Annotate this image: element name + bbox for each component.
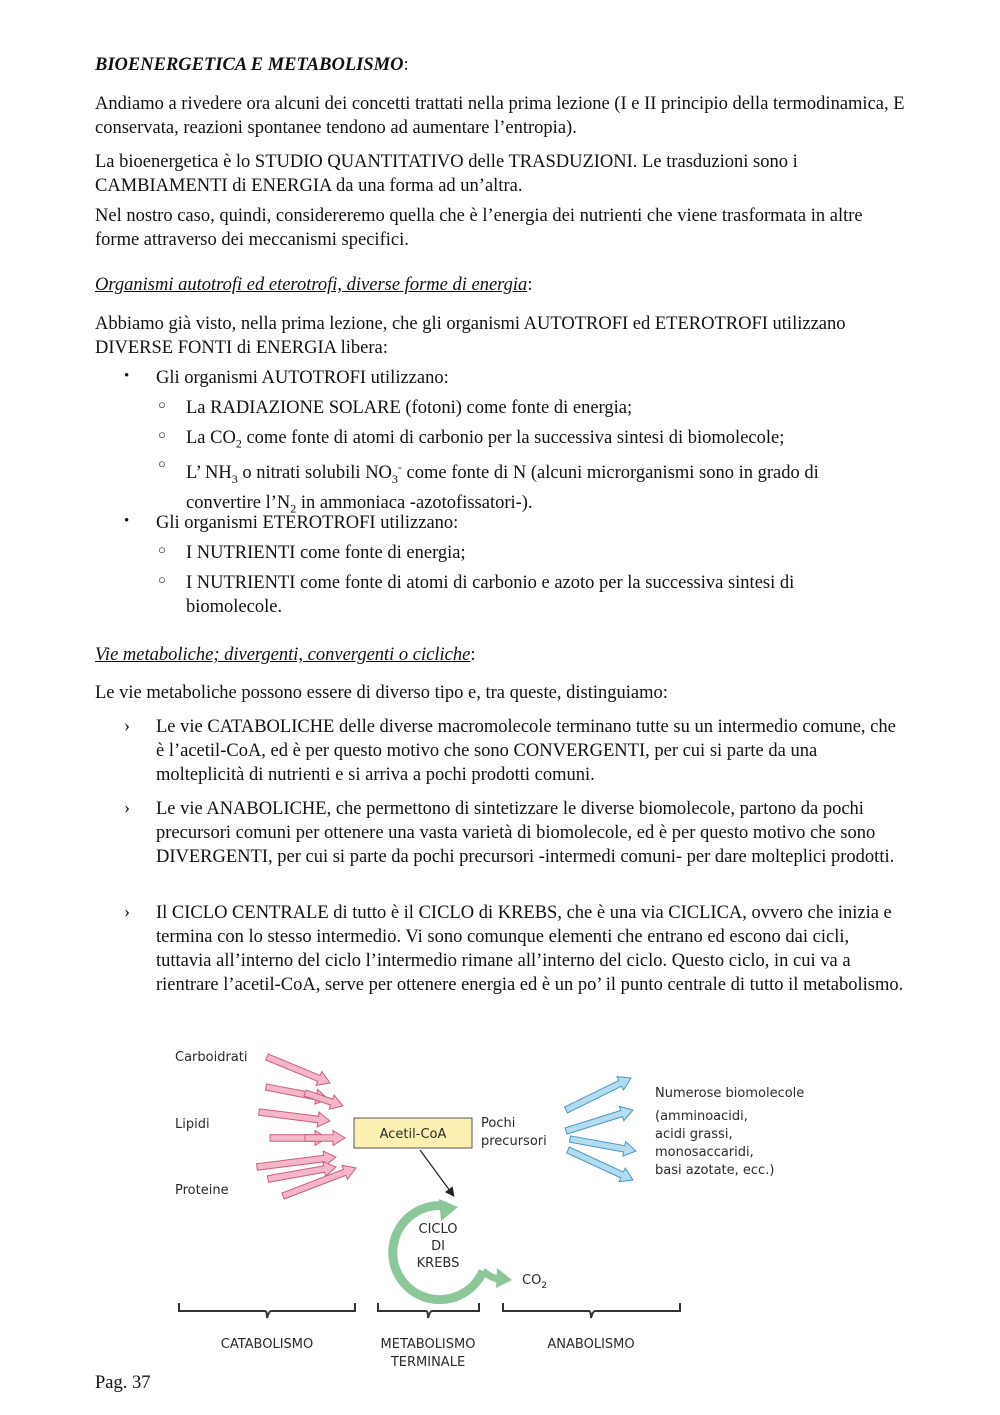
page-number: Pag. 37 [95, 1373, 151, 1393]
co2-arrow-head [496, 1268, 512, 1288]
label-proteine: Proteine [175, 1183, 229, 1198]
anabolic-arrows [565, 1077, 636, 1182]
label-basi-azotate: basi azotate, ecc.) [655, 1163, 775, 1178]
list-item-nutrienti-energia: I NUTRIENTI come fonte di energia; [186, 543, 466, 563]
label-carboidrati: Carboidrati [175, 1050, 248, 1065]
anabolic-arrow [565, 1106, 633, 1134]
label-di: DI [431, 1239, 445, 1254]
bullet-icon: • [124, 368, 130, 384]
circle-bullet-icon: ○ [158, 397, 166, 412]
label-ciclo: CICLO [418, 1222, 458, 1237]
list-item-autotrofi: Gli organismi AUTOTROFI utilizzano: [156, 368, 449, 388]
chevron-bullet-icon: › [124, 901, 130, 921]
list-item-krebs: Il CICLO CENTRALE di tutto è il CICLO di KREBS, che è una via CICLICA, ovvero che inizia e termina con lo stesso intermedio. Vi sono comunque elementi che entrano ed escono dai cicli, tuttavia all’interno del ciclo l’intermedio rimane all’interno del ciclo. Questo ciclo, in cui va a rientrare l’acetil-CoA, serve per ottenere energia ed è un po’ il punto centrale di tutto il metabolismo. [156, 903, 904, 995]
bullet-icon: • [124, 513, 130, 529]
paragraph-nutrienti: Nel nostro caso, quindi, considereremo quella che è l’energia dei nutrienti che viene trasformata in altre forme attraverso dei meccanismi specifici. [95, 206, 863, 250]
catabolic-arrow [304, 1090, 343, 1109]
label-precursori: precursori [481, 1134, 547, 1149]
paragraph-intro: Andiamo a rivedere ora alcuni dei concetti trattati nella prima lezione (I e II principio della termodinamica, E conservata, reazioni spontanee tendono ad aumentare l’entropia). [95, 94, 905, 138]
metabolism-diagram [160, 1035, 860, 1375]
list-item-eterotrofi: Gli organismi ETEROTROFI utilizzano: [156, 513, 459, 533]
label-metabolismo: METABOLISMO [380, 1337, 476, 1352]
brace-catabolismo [179, 1303, 355, 1318]
label-pochi: Pochi [481, 1116, 516, 1131]
label-catabolismo: CATABOLISMO [220, 1337, 314, 1352]
label-lipidi: Lipidi [175, 1117, 210, 1132]
label-terminale: TERMINALE [390, 1355, 466, 1370]
circle-bullet-icon: ○ [158, 456, 166, 471]
chevron-bullet-icon: › [124, 797, 130, 817]
brace-metabolismo-terminale [378, 1303, 479, 1318]
chevron-bullet-icon: › [124, 715, 130, 735]
label-monosaccaridi: monosaccaridi, [655, 1145, 754, 1160]
catabolic-arrows [257, 1054, 356, 1199]
list-item-co2: La $CO_2$ come fonte di atomi di carbonio per la successiva sintesi di biomolecole; [186, 428, 785, 451]
list-item-radiazione: La RADIAZIONE SOLARE (fotoni) come fonte di energia; [186, 398, 633, 418]
paragraph-bioenergetica: La bioenergetica è lo STUDIO QUANTITATIVO delle TRASDUZIONI. Le trasduzioni sono i CAMBIAMENTI di ENERGIA da una forma ad un’altra. [95, 152, 798, 196]
circle-bullet-icon: ○ [158, 542, 166, 557]
list-item-nutrienti-carbonio: I NUTRIENTI come fonte di atomi di carbonio e azoto per la successiva sintesi di biomolecole. [186, 573, 795, 617]
section-heading-organismi: Organismi autotrofi ed eterotrofi, diverse forme di energia: [95, 275, 533, 295]
circle-bullet-icon: ○ [158, 572, 166, 587]
catabolic-arrow [259, 1109, 330, 1127]
brace-anabolismo [503, 1303, 680, 1318]
list-item-anaboliche: Le vie ANABOLICHE, che permettono di sintetizzare le diverse biomolecole, partono da pochi precursori comuni per ottenere una vasta varietà di biomolecole, ed è per questo motivo che sono DIVERGENTI, per cui si parte da pochi precursori -intermedi comuni- per dare molteplici prodotti. [156, 799, 895, 867]
label-acetil-coa: Acetil-CoA [379, 1127, 447, 1142]
arrow-to-krebs [420, 1150, 453, 1195]
paragraph-fonti: Abbiamo già visto, nella prima lezione, che gli organismi AUTOTROFI ed ETEROTROFI utilizzano DIVERSE FONTI di ENERGIA libera: [95, 314, 846, 358]
label-krebs: KREBS [416, 1256, 460, 1271]
section-heading-vie: Vie metaboliche; divergenti, convergenti o cicliche: [95, 645, 476, 665]
label-amminoacidi: (amminoacidi, [655, 1109, 748, 1124]
paragraph-vie-intro: Le vie metaboliche possono essere di diverso tipo e, tra queste, distinguiamo: [95, 683, 668, 703]
krebs-arrow-head [439, 1199, 458, 1221]
label-anabolismo: ANABOLISMO [547, 1337, 635, 1352]
circle-bullet-icon: ○ [158, 427, 166, 442]
list-item-cataboliche: Le vie CATABOLICHE delle diverse macromolecole terminano tutte su un intermedio comune, che è l’acetil-CoA, ed è per questo motivo che sono CONVERGENTI, per cui si parte da una molteplicità di nutrienti e si arriva a pochi prodotti comuni. [156, 717, 896, 785]
label-acidi-grassi: acidi grassi, [655, 1127, 733, 1142]
page-title: BIOENERGETICA E METABOLISMO: [95, 55, 409, 75]
catabolic-arrow [305, 1131, 345, 1146]
label-co2: $CO_2$ [522, 1273, 548, 1291]
catabolic-arrow [266, 1054, 330, 1085]
list-item-nh3: L’ $NH_3$ o nitrati solubili $NO_3^-$ come fonte di N (alcuni microrganismi sono in grado di convertire $l’N_2$ in ammoniaca -azotofissatori-). [186, 460, 819, 516]
label-numerose-biomolecole: Numerose biomolecole [655, 1086, 805, 1101]
